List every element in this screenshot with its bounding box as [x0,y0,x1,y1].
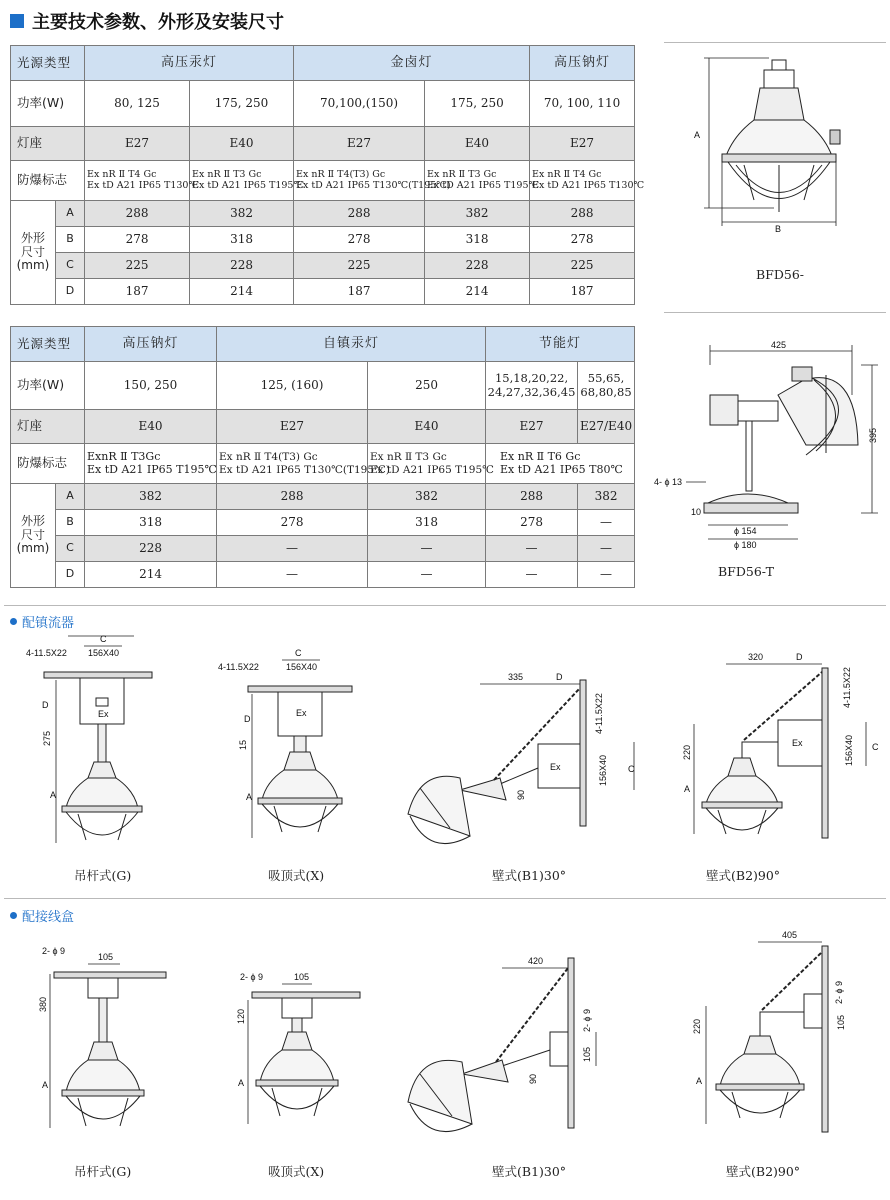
ex-mark: Ex [792,738,803,748]
dim-cell: 228 [190,253,294,279]
dim-cell: 288 [294,201,425,227]
base-cell: E40 [425,127,530,161]
dim-cell: 228 [425,253,530,279]
dim-cell: 318 [190,227,294,253]
ex-mark: Ex [550,762,561,772]
row-label-base: 灯座 [11,127,85,161]
dim-cell: 214 [85,562,217,588]
dim-letter: B [56,227,85,253]
power-cell: 250 [368,362,486,410]
dim-cell: 278 [486,510,578,536]
dim-cell: 225 [294,253,425,279]
dim-a: A [696,1076,703,1086]
dim-cell: — [578,510,635,536]
dim-a: A [684,784,691,794]
dim-cell: — [578,562,635,588]
ballast-drawings [0,628,890,868]
power-cell: 125, (160) [217,362,368,410]
caption-junction-b1: 壁式(B1)30° [492,1164,567,1179]
dim-cell: — [217,562,368,588]
lamp-drawing-bfd56 [664,50,886,290]
caption-junction-x: 吸顶式(X) [268,1164,325,1179]
dim-cell: — [578,536,635,562]
caption-junction-b2: 壁式(B2)90° [726,1164,801,1179]
dim-letter: C [56,253,85,279]
group-header: 节能灯 [486,327,635,362]
dim-letter: A [56,201,85,227]
base-cell: E40 [190,127,294,161]
dim-cell: 288 [530,201,635,227]
dim-cell: 382 [578,484,635,510]
ex-cell: ExnR Ⅱ T3Gc Ex tD A21 IP65 T195℃ [85,444,217,484]
section-title: 配镇流器 [22,616,75,631]
holes-label: 4- ϕ 13 [654,477,683,487]
group-header: 自镇汞灯 [217,327,486,362]
dim-cell: 288 [486,484,578,510]
dim-d: D [796,652,803,662]
box-label: 156X40 [88,648,120,658]
power-cell: 175, 250 [190,81,294,127]
dim-label-425: 425 [771,340,787,350]
dim-cell: 228 [85,536,217,562]
ex-cell: Ex nR Ⅱ T4(T3) Gc Ex tD A21 IP65 T130℃(T195℃) [217,444,368,484]
row-label-ex: 防爆标志 [11,444,85,484]
dim-cell: 187 [294,279,425,305]
group-header: 金卤灯 [294,46,530,81]
slot-label: 4-11.5X22 [26,648,67,658]
power-cell: 150, 250 [85,362,217,410]
dim-a: A [238,1078,245,1088]
dim-380: 380 [38,996,48,1012]
dim-220: 220 [692,1018,702,1034]
ex-cell: Ex nR Ⅱ T6 Gc Ex tD A21 IP65 T80℃ [486,444,635,484]
dim-cell: 382 [425,201,530,227]
base-cell: E27/E40 [578,410,635,444]
bullet-icon [10,912,17,919]
dim-a: A [50,790,57,800]
holes-label: 2- ϕ 9 [582,1008,592,1032]
row-label-type: 光源类型 [11,46,85,81]
holes-label: 2- ϕ 9 [834,980,844,1004]
dim-cell: 382 [368,484,486,510]
dim-105: 105 [294,972,310,982]
slot-label: 4-11.5X22 [842,667,852,708]
dim-cell: 214 [190,279,294,305]
base-cell: E40 [85,410,217,444]
bullet-icon [10,618,17,625]
power-cell: 70,100,(150) [294,81,425,127]
dim-letter: D [56,562,85,588]
dim-cell: 225 [530,253,635,279]
dim-d: D [42,700,49,710]
row-label-dim: 外形 尺寸 (mm) [11,484,56,588]
row-label-ex: 防爆标志 [11,161,85,201]
junction-drawings [0,928,890,1164]
dim-c: C [100,634,107,644]
section-title: 配接线盒 [22,910,75,925]
dim-105: 105 [836,1014,846,1030]
dim-cell: 318 [425,227,530,253]
box-label: 156X40 [286,662,318,672]
ex-cell: Ex nR Ⅱ T4 Gc Ex tD A21 IP65 T130℃ [85,161,190,201]
box-label: 156X40 [598,754,608,786]
dim-cell: 288 [217,484,368,510]
dim-cell: 278 [530,227,635,253]
dim-cell: — [486,536,578,562]
dim-cell: 278 [85,227,190,253]
divider [4,898,886,899]
group-header: 高压钠灯 [85,327,217,362]
slot-label: 4-11.5X22 [594,693,604,734]
dim-90: 90 [528,1073,538,1084]
dim-a: A [42,1080,49,1090]
spec-table-1 [10,45,645,305]
ex-cell: Ex nR Ⅱ T3 Gc Ex tD A21 IP65 T195℃ [190,161,294,201]
dim-label-a: A [694,130,701,140]
caption-ballast-g: 吊杆式(G) [74,868,132,883]
dim-cell: — [217,536,368,562]
dim-420: 420 [528,956,544,966]
dim-label-395: 395 [868,427,878,443]
dim-c: C [872,742,879,752]
dim-letter: C [56,536,85,562]
dim-letter: A [56,484,85,510]
row-label-dim: 外形 尺寸 (mm) [11,201,56,305]
dim-label-154: ϕ 154 [734,526,757,536]
dim-275: 275 [42,730,52,746]
dim-cell: 278 [294,227,425,253]
dim-cell: 187 [530,279,635,305]
base-cell: E27 [530,127,635,161]
ex-cell: Ex nR Ⅱ T4(T3) Gc Ex tD A21 IP65 T130℃(T195℃) [294,161,425,201]
row-label-base: 灯座 [11,410,85,444]
base-cell: E27 [294,127,425,161]
slot-label: 4-11.5X22 [218,662,259,672]
dim-c: C [295,648,302,658]
dim-letter: B [56,510,85,536]
power-cell: 70, 100, 110 [530,81,635,127]
dim-c: C [628,764,635,774]
row-label-type: 光源类型 [11,327,85,362]
base-cell: E27 [486,410,578,444]
holes-label: 2- ϕ 9 [42,946,66,956]
dim-120: 120 [236,1008,246,1024]
dim-335: 335 [508,672,524,682]
caption-bfd56-t: BFD56-T [718,564,774,579]
base-cell: E40 [368,410,486,444]
row-label-power: 功率(W) [11,81,85,127]
power-cell: 15,18,20,22, 24,27,32,36,45 [486,362,578,410]
caption-ballast-b1: 壁式(B1)30° [492,868,567,883]
dim-cell: — [368,536,486,562]
lamp-drawing-bfd56-t [646,335,886,565]
dim-220: 220 [682,744,692,760]
ex-mark: Ex [296,708,307,718]
page-title: 主要技术参数、外形及安装尺寸 [32,12,284,33]
divider [664,312,886,313]
dim-cell: — [486,562,578,588]
divider [664,42,886,43]
dim-label-180: ϕ 180 [734,540,757,550]
dim-105: 105 [582,1046,592,1062]
power-cell: 80, 125 [85,81,190,127]
dim-105: 105 [98,952,114,962]
ex-mark: Ex [98,709,109,719]
dim-label-b: B [775,224,782,234]
dim-cell: 214 [425,279,530,305]
dim-cell: 382 [190,201,294,227]
dim-cell: 225 [85,253,190,279]
header-square-icon [10,14,24,28]
power-cell: 55,65, 68,80,85 [578,362,635,410]
holes-label: 2- ϕ 9 [240,972,264,982]
power-cell: 175, 250 [425,81,530,127]
ex-cell: Ex nR Ⅱ T3 Gc Ex tD A21 IP65 T195℃ [425,161,530,201]
dim-d: D [244,714,251,724]
dim-90: 90 [516,789,526,800]
dim-405: 405 [782,930,798,940]
dim-cell: 318 [85,510,217,536]
ex-cell: Ex nR Ⅱ T4 Gc Ex tD A21 IP65 T130℃ [530,161,635,201]
box-label: 156X40 [844,734,854,766]
dim-cell: 318 [368,510,486,536]
divider [4,605,886,606]
caption-bfd56: BFD56- [756,267,805,282]
dim-a: A [246,792,253,802]
caption-ballast-x: 吸顶式(X) [268,868,325,883]
dim-letter: D [56,279,85,305]
section-junction [10,906,74,925]
base-cell: E27 [217,410,368,444]
caption-ballast-b2: 壁式(B2)90° [706,868,781,883]
dim-label-10: 10 [691,507,702,517]
spec-table-2 [10,326,635,588]
dim-cell: 278 [217,510,368,536]
caption-junction-g: 吊杆式(G) [74,1164,132,1179]
dim-cell: 382 [85,484,217,510]
section-header [10,8,284,34]
dim-320: 320 [748,652,764,662]
dim-d: D [556,672,563,682]
row-label-power: 功率(W) [11,362,85,410]
group-header: 高压汞灯 [85,46,294,81]
dim-cell: 288 [85,201,190,227]
base-cell: E27 [85,127,190,161]
group-header: 高压钠灯 [530,46,635,81]
dim-cell: 187 [85,279,190,305]
ex-cell: Ex nR Ⅱ T3 Gc Ex tD A21 IP65 T195℃ [368,444,486,484]
dim-15: 15 [238,739,248,750]
dim-cell: — [368,562,486,588]
